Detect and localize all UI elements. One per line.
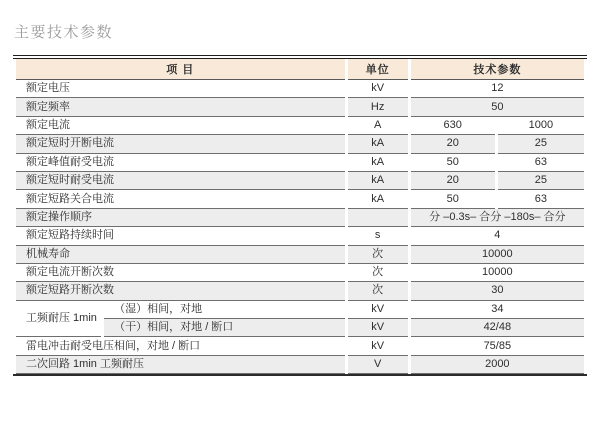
item-cell: 额定峰值耐受电流	[16, 154, 345, 172]
value-cell: 50	[411, 98, 584, 116]
unit-cell: kV	[348, 301, 408, 319]
table-row	[16, 117, 584, 135]
table-row	[16, 98, 584, 116]
unit-cell: 次	[348, 264, 408, 282]
page	[0, 24, 600, 376]
value-cell: 20	[411, 172, 495, 190]
item-cell: 额定电压	[16, 80, 345, 98]
table-row	[16, 135, 584, 153]
unit-cell: A	[348, 117, 408, 135]
value-cell: 30	[411, 282, 584, 300]
unit-cell: kV	[348, 337, 408, 355]
item-cell: 雷电冲击耐受电压相间，对地 / 断口	[16, 337, 345, 355]
header-params: 技术参数	[411, 59, 584, 80]
item-cell: 额定短路持续时间	[16, 227, 345, 245]
tech-params-table	[13, 59, 587, 374]
value-cell: 75/85	[411, 337, 584, 355]
table-row	[16, 301, 584, 319]
group-cell: 工频耐压 1min	[16, 301, 101, 338]
unit-cell: kA	[348, 172, 408, 190]
item-cell: 额定频率	[16, 98, 345, 116]
unit-cell: 次	[348, 246, 408, 264]
value-cell: 2000	[411, 356, 584, 374]
unit-cell	[348, 209, 408, 227]
unit-cell: kV	[348, 319, 408, 337]
table-row	[16, 282, 584, 300]
value-cell: 63	[498, 154, 584, 172]
header-unit: 单位	[348, 59, 408, 80]
item-cell: （干）相间，对地 / 断口	[104, 319, 344, 337]
header-item: 项 目	[16, 59, 345, 80]
value-cell: 63	[498, 190, 584, 208]
unit-cell: 次	[348, 282, 408, 300]
item-cell: 额定短时耐受电流	[16, 172, 345, 190]
table-row	[16, 172, 584, 190]
unit-cell: kA	[348, 190, 408, 208]
table-row	[16, 319, 584, 337]
item-cell: 额定电流	[16, 117, 345, 135]
item-cell: 额定电流开断次数	[16, 264, 345, 282]
value-cell: 10000	[411, 246, 584, 264]
value-cell: 分 –0.3s– 合分 –180s– 合分	[411, 209, 584, 227]
value-cell: 50	[411, 154, 495, 172]
table-row	[16, 264, 584, 282]
unit-cell: kV	[348, 80, 408, 98]
value-cell: 20	[411, 135, 495, 153]
value-cell: 50	[411, 190, 495, 208]
unit-cell: Hz	[348, 98, 408, 116]
value-cell: 25	[498, 172, 584, 190]
table-row	[16, 356, 584, 374]
unit-cell: V	[348, 356, 408, 374]
value-cell: 12	[411, 80, 584, 98]
table-row	[16, 337, 584, 355]
unit-cell: kA	[348, 135, 408, 153]
item-cell: 二次回路 1min 工频耐压	[16, 356, 345, 374]
unit-cell: kA	[348, 154, 408, 172]
item-cell: 额定短路开断次数	[16, 282, 345, 300]
value-cell: 1000	[498, 117, 584, 135]
header-row	[16, 59, 584, 80]
item-cell: 机械寿命	[16, 246, 345, 264]
item-cell: 额定短路关合电流	[16, 190, 345, 208]
table-row	[16, 154, 584, 172]
item-cell: （湿）相间，对地	[104, 301, 344, 319]
value-cell: 4	[411, 227, 584, 245]
table-row	[16, 246, 584, 264]
table-row	[16, 227, 584, 245]
value-cell: 42/48	[411, 319, 584, 337]
tech-params-table-frame	[13, 55, 587, 376]
value-cell: 25	[498, 135, 584, 153]
item-cell: 额定操作顺序	[16, 209, 345, 227]
value-cell: 630	[411, 117, 495, 135]
table-row	[16, 80, 584, 98]
unit-cell: s	[348, 227, 408, 245]
table-row	[16, 209, 584, 227]
page-title: 主要技术参数	[14, 24, 114, 41]
value-cell: 10000	[411, 264, 584, 282]
table-row	[16, 190, 584, 208]
value-cell: 34	[411, 301, 584, 319]
item-cell: 额定短时开断电流	[16, 135, 345, 153]
